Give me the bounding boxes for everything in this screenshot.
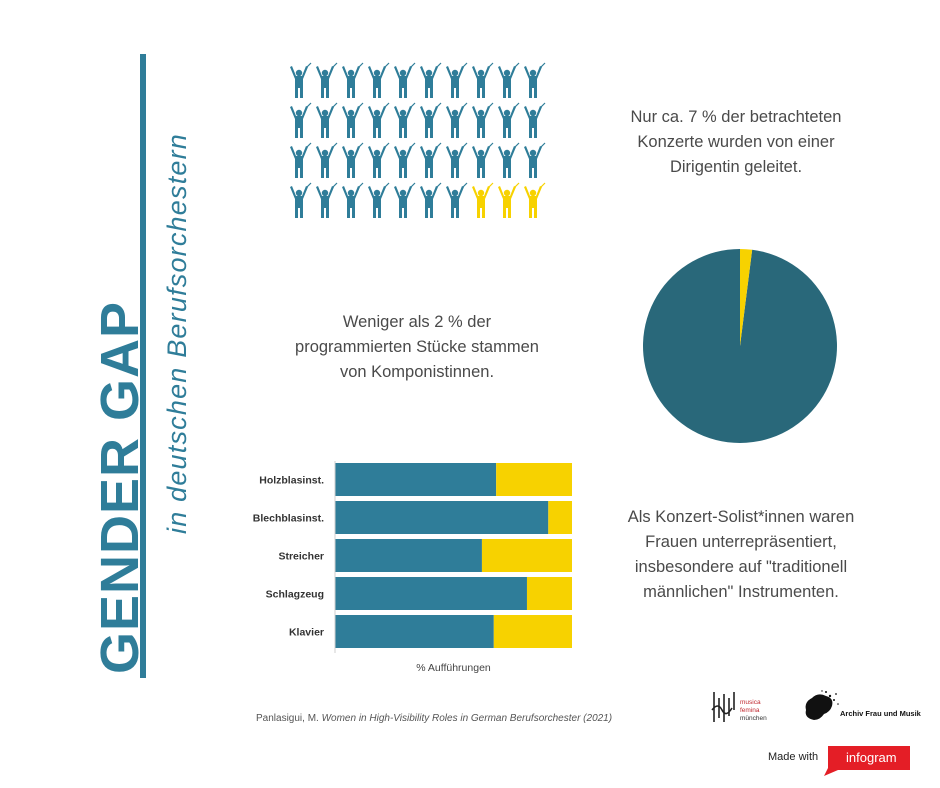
statement-line: insbesondere auf "traditionell: [634, 558, 848, 576]
conductor-figure-icon: [420, 183, 441, 218]
bar-category-label: Streicher: [278, 550, 324, 563]
conductor-figure-icon: [498, 183, 519, 218]
bar-segment-main: [335, 577, 527, 610]
conductor-figure-icon: [316, 183, 337, 218]
bar-segment-main: [335, 501, 548, 534]
archiv-frau-und-musik-logo: [800, 690, 921, 726]
bar-segment-main: [335, 615, 494, 648]
title-sub: in deutschen Berufsorchestern: [162, 132, 192, 534]
conductor-figure-icon: [368, 183, 389, 218]
conductor-figure-icon: [394, 63, 415, 98]
conductor-figure-icon: [498, 103, 519, 138]
conductor-figure-icon: [290, 63, 311, 98]
conductor-figure-icon: [342, 143, 363, 178]
conductor-figure-icon: [498, 143, 519, 178]
infographic-title: [88, 40, 198, 690]
conductor-figure-icon: [446, 143, 467, 178]
infogram-brand: infogram: [846, 750, 897, 765]
infogram-badge[interactable]: [822, 744, 912, 776]
statement-line: Dirigentin geleitet.: [669, 158, 803, 176]
bar-category-label: Schlagzeug: [265, 588, 324, 601]
bar-segment-highlight: [482, 539, 572, 572]
conductor-figure-icon: [290, 143, 311, 178]
conductor-figure-icon: [290, 183, 311, 218]
source-author: Panlasigui, M.: [256, 713, 319, 724]
statement-line: Konzerte wurden von einer: [637, 133, 835, 151]
conductor-figure-icon: [342, 183, 363, 218]
conductor-figure-icon: [524, 103, 545, 138]
conductor-figure-icon: [368, 143, 389, 178]
bar-segment-main: [335, 463, 496, 496]
conductor-figure-icon: [420, 103, 441, 138]
statement-line: männlichen" Instrumenten.: [643, 583, 839, 601]
conductor-figure-icon: [368, 63, 389, 98]
conductor-figure-icon: [498, 63, 519, 98]
conductor-figure-icon: [472, 183, 493, 218]
conductor-figure-icon: [316, 63, 337, 98]
statement-line: Als Konzert-Solist*innen waren: [627, 508, 855, 526]
conductor-figure-icon: [524, 183, 545, 218]
conductor-figure-icon: [524, 143, 545, 178]
made-with-label: Made with: [768, 751, 819, 763]
conductor-figure-icon: [290, 103, 311, 138]
source-citation: [256, 713, 612, 724]
bar-category-label: Blechblasinst.: [252, 512, 324, 525]
conductor-figure-icon: [394, 143, 415, 178]
conductor-figure-icon: [342, 63, 363, 98]
bar-segment-highlight: [548, 501, 572, 534]
bar-segment-highlight: [494, 615, 572, 648]
conductor-figure-icon: [524, 63, 545, 98]
conductor-figure-icon: [342, 103, 363, 138]
conductor-figure-icon: [420, 63, 441, 98]
conductor-figure-icon: [316, 143, 337, 178]
bar-category-label: Holzblasinst.: [259, 474, 324, 487]
statement-line: programmierten Stücke stammen: [295, 338, 539, 356]
conductor-figure-icon: [368, 103, 389, 138]
logo-muenchen: münchen: [740, 715, 767, 722]
logo-musica: musica: [740, 699, 761, 706]
musica-femina-logo: [710, 688, 776, 728]
conductor-figure-icon: [394, 103, 415, 138]
soloist-bar-chart: [240, 455, 585, 675]
conductor-figure-icon: [446, 103, 467, 138]
statement-soloists: [606, 505, 876, 605]
statement-composers: [282, 310, 552, 385]
conductor-figure-icon: [420, 143, 441, 178]
bar-segment-highlight: [527, 577, 572, 610]
statement-line: Frauen unterrepräsentiert,: [645, 533, 837, 551]
logo-femina: femina: [740, 707, 760, 714]
bar-segment-main: [335, 539, 482, 572]
composer-pie-chart: [640, 246, 840, 446]
source-work: Women in High-Visibility Roles in German Berufsorchester (2021): [321, 713, 613, 724]
conductor-figure-icon: [394, 183, 415, 218]
conductor-figure-icon: [446, 183, 467, 218]
statement-line: Weniger als 2 % der: [342, 313, 492, 331]
statement-line: von Komponistinnen.: [339, 363, 495, 381]
conductor-figure-icon: [316, 103, 337, 138]
conductor-figure-icon: [472, 63, 493, 98]
title-main: GENDER GAP: [90, 300, 150, 674]
statement-line: Nur ca. 7 % der betrachteten: [630, 108, 842, 126]
conductor-icon-grid: [286, 66, 550, 226]
bar-x-axis-label: % Aufführungen: [416, 662, 491, 674]
conductor-figure-icon: [472, 143, 493, 178]
conductor-figure-icon: [446, 63, 467, 98]
bar-segment-highlight: [496, 463, 572, 496]
logo-archiv-text: Archiv Frau und Musik: [840, 709, 921, 718]
statement-conductors: [616, 105, 856, 180]
conductor-figure-icon: [472, 103, 493, 138]
bar-category-label: Klavier: [288, 626, 324, 639]
